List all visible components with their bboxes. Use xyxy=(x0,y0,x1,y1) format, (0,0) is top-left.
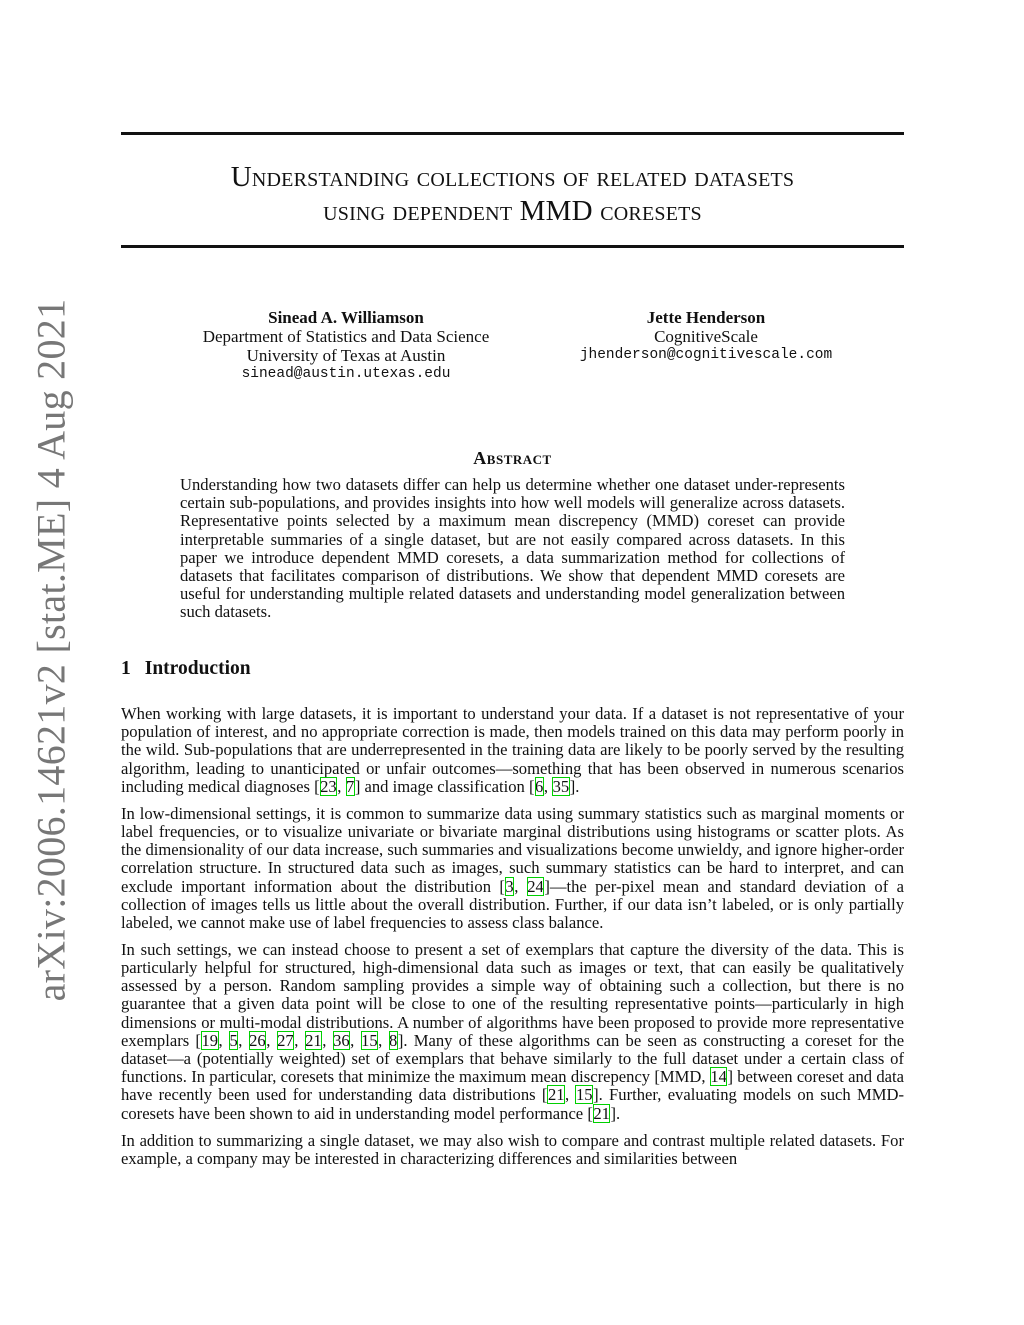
citation-link[interactable]: 14 xyxy=(710,1067,727,1087)
separator: , xyxy=(565,1085,576,1105)
paragraph-text: In such settings, we can instead choose to present a set of exemplars that capture the diversity of the data. This is particularly helpful for structured, high-dimensional data such as images or text, that can easily be qualitatively assessed by a person. Random sampling provides a simple way of obtaining such a collection, but there is no guarantee that a given data point will be close to one of the resulting representative points—particularly in high dimensions or multi-modal distributions. A number of algorithms have been proposed to provide more representative exemplars [ xyxy=(121,939,904,1050)
citation-link[interactable]: 21 xyxy=(305,1030,322,1050)
section-number: 1 xyxy=(121,658,131,679)
citation-link[interactable]: 21 xyxy=(593,1103,610,1123)
citation-link[interactable]: 24 xyxy=(527,876,544,896)
author-name: Jette Henderson xyxy=(646,308,766,327)
separator: , xyxy=(543,776,553,796)
citation-link[interactable]: 6 xyxy=(535,776,544,796)
paragraph-text: ] and image classification [ xyxy=(354,776,535,796)
paragraph-text: ]. xyxy=(569,776,580,796)
abstract-text: Understanding how two datasets differ can help us determine whether one dataset under-represents certain sub-populations, and provides insights into how well models will generalize across datasets. Representative points selected by a maximum mean discrepency (MMD) coreset can provide interpretable summaries of a single dataset, but are not easily compared across datasets. In this paper we introduce dependent MMD coresets, a data summarization method for collections of datasets that facilitates comparison of distributions. We show that dependent MMD coresets are useful for understanding multiple related datasets and understanding model generalization between such datasets. xyxy=(180,475,845,622)
citation-link[interactable]: 3 xyxy=(505,876,514,896)
paper-title-line-1: Understanding collections of related datasets xyxy=(230,161,795,193)
introduction-body xyxy=(121,705,904,1177)
separator: , xyxy=(337,776,346,796)
paper-title xyxy=(121,160,904,228)
paragraph-text: ]—the per-pixel mean and standard deviation of a collection of images tells us little about the overall distribution. Further, if our data isn’t labeled, or is only partially labeled, we cannot make use of label frequencies to assess class balance. xyxy=(121,876,904,932)
author-affiliation: Department of Statistics and Data Science xyxy=(202,327,490,346)
paragraph-text: ]. Further, evaluating models on such MMD-coresets have been shown to aid in understanding model performance [ xyxy=(121,1085,904,1123)
paragraph-text: When working with large datasets, it is important to understand your data. If a dataset is not representative of your population of interest, and no appropriate correction is made, then models trained on this data may perform poorly in the wild. Sub-populations that are underrepresented in the training data are likely to be poorly served by the resulting algorithm, leading to unanticipated or unfair outcomes—something that has been observed in numerous scenarios including medical diagnoses [ xyxy=(121,704,904,796)
author-email[interactable]: jhenderson@cognitivescale.com xyxy=(579,347,833,363)
citation-link[interactable]: 15 xyxy=(361,1030,378,1050)
paragraph-text: In low-dimensional settings, it is common to summarize data using summary statistics such as marginal moments or label frequencies, or to visualize univariate or bivariate marginal distributions using histograms or scatter plots. As the dimensionality of our data increase, such summaries and visualizations become unwieldy, and ignore higher-order correlation structure. In structured data such as images, such summary statistics can be hard to interpret, and can exclude important information about the distribution [ xyxy=(121,803,904,896)
citation-link[interactable]: 15 xyxy=(575,1085,593,1105)
abstract-body xyxy=(180,476,845,622)
author-affiliation: CognitiveScale xyxy=(654,327,758,346)
citation-link[interactable]: 26 xyxy=(249,1030,266,1050)
arxiv-stamp: arXiv:2006.14621v2 [stat.ME] 4 Aug 2021 xyxy=(28,298,74,1002)
paragraph-text: ]. Many of these algorithms can be seen as constructing a coreset for the dataset—a (potentially weighted) set of exemplars that behave similarly to the full dataset under a certain class of functions. In particular, coresets that minimize the maximum mean discrepency [MMD, xyxy=(121,1030,905,1087)
paragraph-text: ] between coreset and data have recently been used for understanding data distributions [ xyxy=(121,1067,904,1105)
abstract-heading: Abstract xyxy=(473,448,552,468)
citation-link[interactable]: 27 xyxy=(277,1030,294,1050)
citation-link[interactable]: 19 xyxy=(201,1030,219,1050)
intro-paragraph-4: In addition to summarizing a single dataset, we may also wish to compare and contrast multiple related datasets. For example, a company may be interested in characterizing differences and similarities between xyxy=(121,1130,904,1168)
section-heading-introduction xyxy=(121,658,251,680)
paper-title-line-2: using dependent MMD coresets xyxy=(323,195,702,227)
intro-paragraph-3 xyxy=(121,941,904,1123)
separator: , xyxy=(514,876,527,896)
citation-group: 19, 5, 26, 27, 21, 36, 15, 8 xyxy=(201,1030,398,1050)
author-block-henderson xyxy=(566,308,846,365)
citation-link[interactable]: 7 xyxy=(346,776,355,796)
citation-link[interactable]: 5 xyxy=(229,1030,238,1050)
citation-link[interactable]: 36 xyxy=(333,1030,350,1050)
title-rule-top xyxy=(121,132,904,135)
citation-link[interactable]: 23 xyxy=(320,776,337,796)
author-block-williamson xyxy=(176,308,516,384)
title-rule-bottom xyxy=(121,245,904,248)
section-title: Introduction xyxy=(144,658,251,679)
citation-link[interactable]: 21 xyxy=(547,1085,565,1105)
citation-link[interactable]: 35 xyxy=(552,776,570,796)
author-name: Sinead A. Williamson xyxy=(268,308,424,327)
citation-link[interactable]: 8 xyxy=(389,1030,398,1050)
intro-paragraph-1 xyxy=(121,705,904,796)
author-affiliation: University of Texas at Austin xyxy=(246,346,446,365)
intro-paragraph-2 xyxy=(121,805,904,932)
author-email[interactable]: sinead@austin.utexas.edu xyxy=(241,366,451,382)
paragraph-text: ]. xyxy=(610,1103,621,1123)
